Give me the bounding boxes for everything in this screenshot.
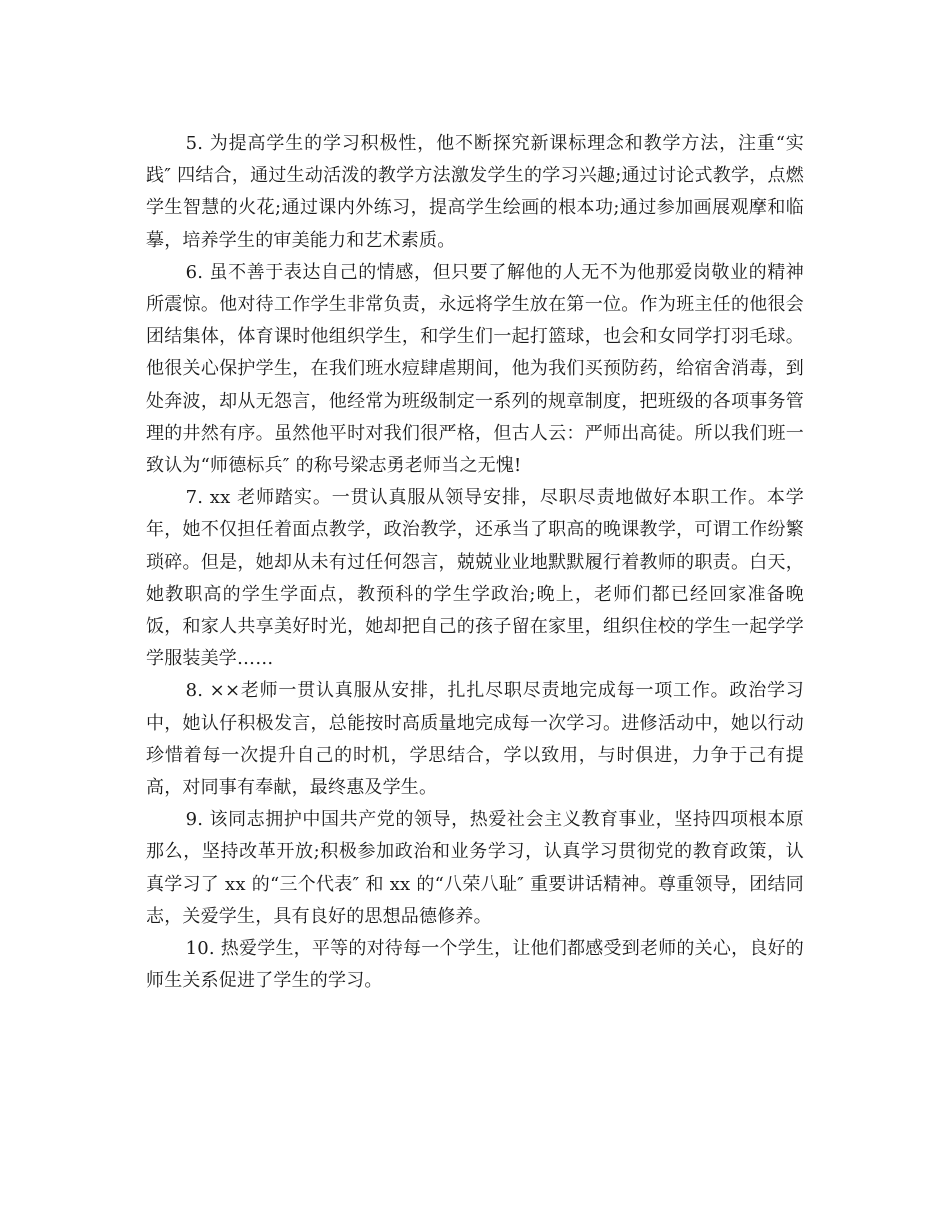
paragraph-9: 9. 该同志拥护中国共产党的领导，热爱社会主义教育事业，坚持四项根本原那么，坚持改革开放;积极参加政治和业务学习，认真学习贯彻党的教育政策，认真学习了 xx 的“三个代表″ 和 xx 的“八荣八耻″ 重要讲话精神。尊重领导，团结同志，关爱学生，具有良好的思想品德修养。 <box>146 809 804 927</box>
paragraph-10: 10. 热爱学生，平等的对待每一个学生，让他们都感受到老师的关心，良好的师生关系促进了学生的学习。 <box>146 938 804 992</box>
paragraph-5: 5. 为提高学生的学习积极性，他不断探究新课标理念和教学方法，注重“实践″ 四结合，通过生动活泼的教学方法激发学生的学习兴趣;通过讨论式教学，点燃学生智慧的火花;通过课内外练习，提高学生绘画的根本功;通过参加画展观摩和临摹，培养学生的审美能力和艺术素质。 <box>146 133 804 251</box>
paragraph-7: 7. xx 老师踏实。一贯认真服从领导安排，尽职尽责地做好本职工作。本学年，她不仅担任着面点教学，政治教学，还承当了职高的晚课教学，可谓工作纷繁琐碎。但是，她却从未有过任何怨言，兢兢业业地默默履行着教师的职责。白天，她教职高的学生学面点，教预科的学生学政治;晚上，老师们都已经回家准备晚饭，和家人共享美好时光，她却把自己的孩子留在家里，组织住校的学生一起学学学服装美学…… <box>146 487 804 670</box>
paragraph-6: 6. 虽不善于表达自己的情感，但只要了解他的人无不为他那爱岗敬业的精神所震惊。他对待工作学生非常负责，永远将学生放在第一位。作为班主任的他很会团结集体，体育课时他组织学生，和学生们一起打篮球，也会和女同学打羽毛球。他很关心保护学生，在我们班水痘肆虐期间，他为我们买预防药，给宿舍消毒，到处奔波，却从无怨言，他经常为班级制定一系列的规章制度，把班级的各项事务管理的井然有序。虽然他平时对我们很严格，但古人云：严师出高徒。所以我们班一致认为“师德标兵″ 的称号梁志勇老师当之无愧! <box>146 261 804 477</box>
paragraph-8: 8. ××老师一贯认真服从安排，扎扎尽职尽责地完成每一项工作。政治学习中，她认仔积极发言，总能按时高质量地完成每一次学习。进修活动中，她以行动珍惜着每一次提升自己的时机，学思结合，学以致用，与时俱进，力争于己有提高，对同事有奉献，最终惠及学生。 <box>146 680 804 799</box>
